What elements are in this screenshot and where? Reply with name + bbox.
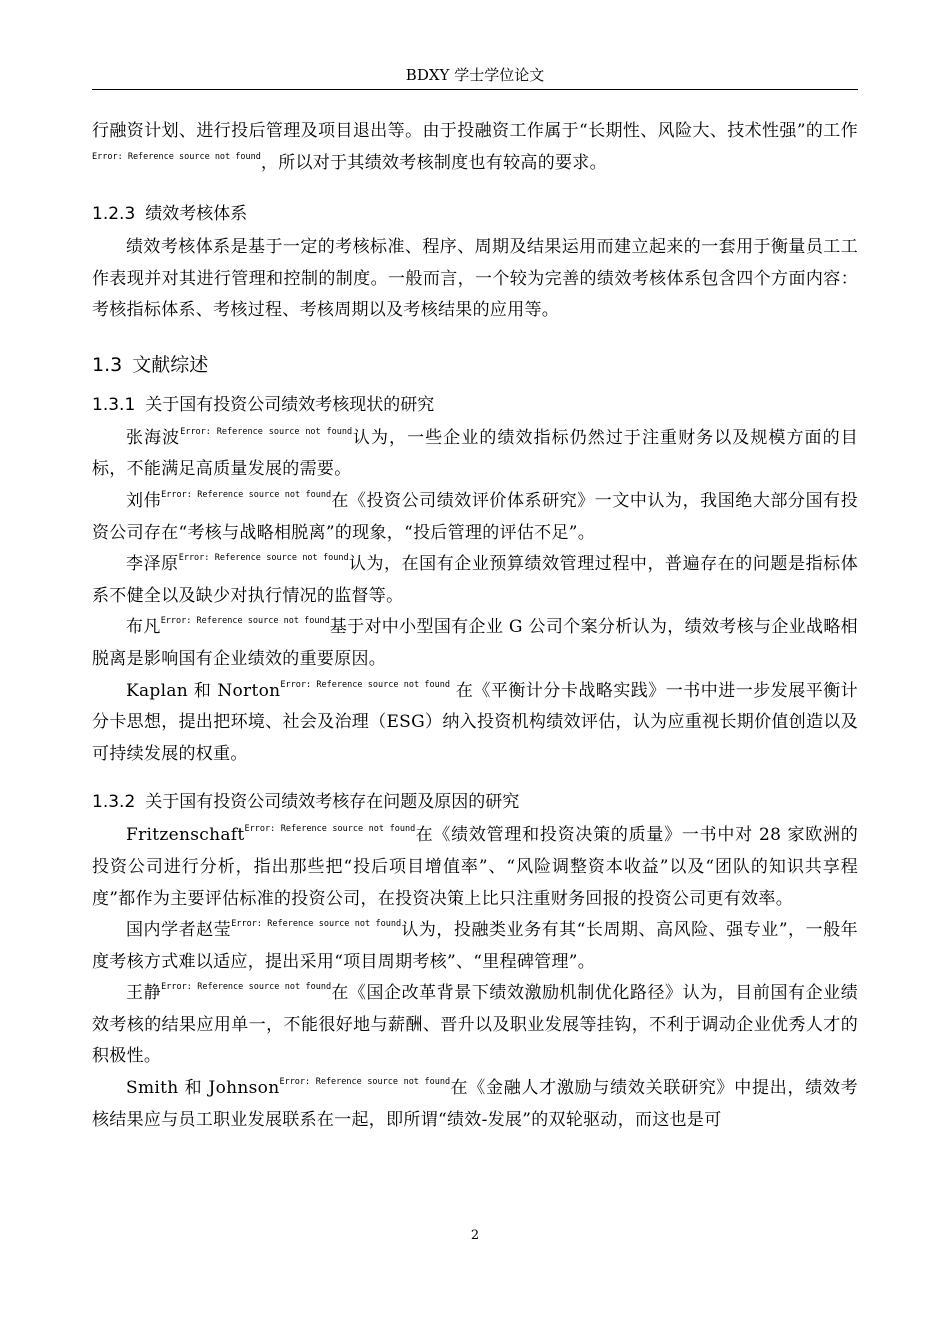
citation-error: Error: Reference source not found [160,616,330,627]
heading-1-3-2: 1.3.2 关于国有投资公司绩效考核存在问题及原因的研究 [92,792,520,813]
citation-error: Error: Reference source not found [178,553,349,564]
running-header: BDXY 学士学位论文 [405,66,545,84]
paragraph-intro-continued: 行融资计划、进行投后管理及项目退出等。由于投融资工作属于“长期性、风险大、技术性强”的工作$^{Error: Reference source not found}$，所以对于其绩效考核制度也有较高的要求。 [92,121,858,173]
citation-error: Error: Reference source not found [161,489,332,500]
paragraph-assessment-system: 绩效考核体系是基于一定的考核标准、程序、周期及结果运用而建立起来的一套用于衡量员工工作表现并对其进行管理和控制的制度。一般而言，一个较为完善的绩效考核体系包含四个方面内容：考核指标体系、考核过程、考核周期以及考核结果的应用等。 [92,237,858,321]
heading-1-2-3: 1.2.3 绩效考核体系 [92,204,248,224]
paragraph-wang-jing: 王静$^{Error: Reference source not found}$在《国企改革背景下绩效激励机制优化路径》认为，目前国有企业绩效考核的结果应用单一，不能很好地与薪酬、晋升以及职业发展等挂钩，不利于调动企业优秀人才的积极性。 [92,982,858,1067]
citation-error: Error: Reference source not found [180,426,353,437]
paragraph-kaplan-norton: Kaplan 和 Norton$^{Error: Reference source not found}$ 在《平衡计分卡战略实践》一书中进一步发展平衡计分卡思想，提出把环境、社会及治理（ESG）纳入投资机构绩效评估，认为应重视长期价值创造以及可持续发展的权重。 [92,679,858,764]
citation-error: Error: Reference source not found [279,1077,451,1088]
heading-1-3-1: 1.3.1 关于国有投资公司绩效考核现状的研究 [92,394,435,415]
header-rule [92,89,858,90]
page-number: 2 [470,1228,480,1243]
heading-1-3: 1.3 文献综述 [92,353,209,376]
citation-error: Error: Reference source not found [161,982,332,993]
citation-error: Error: Reference source not found [244,824,416,835]
paragraph-li-zeyuan: 李泽原$^{Error: Reference source not found}$认为，在国有企业预算绩效管理过程中，普遍存在的问题是指标体系不健全以及缺少对执行情况的监督等。 [92,553,858,606]
paragraph-zhang-haibo: 张海波$^{Error: Reference source not found}$认为，一些企业的绩效指标仍然过于注重财务以及规模方面的目标，不能满足高质量发展的需要。 [92,426,858,480]
paragraph-smith-johnson: Smith 和 Johnson$^{Error: Reference source not found}$在《金融人才激励与绩效关联研究》中提出，绩效考核结果应与员工职业发展联系在一起，即所谓“绩效-发展”的双轮驱动，而这也是可 [92,1077,858,1130]
paragraph-liu-wei: 刘伟$^{Error: Reference source not found}$在《投资公司绩效评价体系研究》一文中认为，我国绝大部分国有投资公司存在“考核与战略相脱离”的现象，“投后管理的评估不足”。 [92,489,858,543]
citation-error: Error: Reference source not found [231,919,402,930]
citation-error: Error: Reference source not found [280,679,451,690]
paragraph-bu-fan: 布凡$^{Error: Reference source not found}$基于对中小型国有企业 G 公司个案分析认为，绩效考核与企业战略相脱离是影响国有企业绩效的重要原因。 [92,616,858,669]
page-body [92,116,858,1136]
paragraph-fritzenschaft: Fritzenschaft$^{Error: Reference source not found}$在《绩效管理和投资决策的质量》一书中对 28 家欧洲的投资公司进行分析，指出那些把“投后项目增值率”、“风险调整资本收益”以及“团队的知识共享程度”都作为主要评估标准的投资公司，在投资决策上比只注重财务回报的投资公司更有效率。 [92,824,858,909]
citation-error: Error: Reference source not found [92,151,261,162]
paragraph-zhao-ying: 国内学者赵莹$^{Error: Reference source not found}$认为，投融类业务有其“长周期、高风险、强专业”，一般年度考核方式难以适应，提出采用“项目周期考核”、“里程碑管理”。 [92,919,858,972]
